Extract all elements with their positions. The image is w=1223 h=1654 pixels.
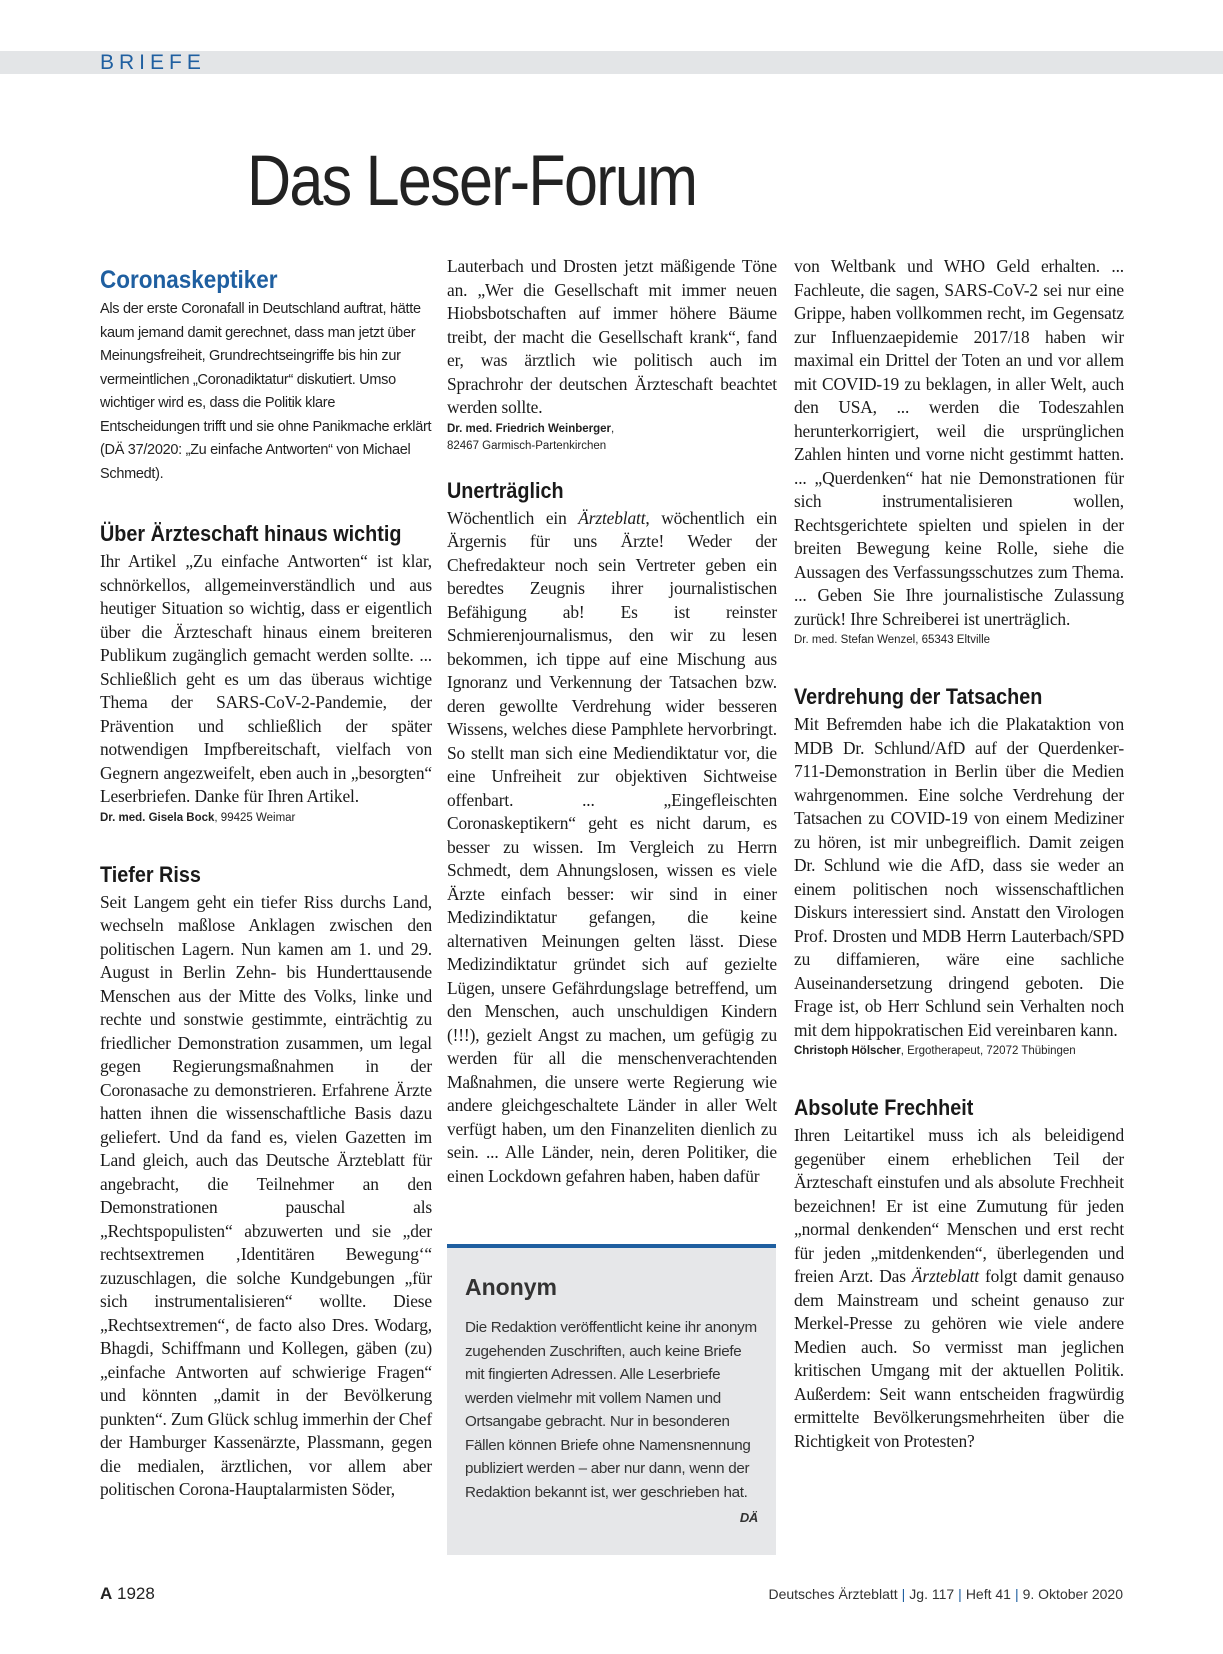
page-prefix: A <box>100 1584 113 1603</box>
page-number-value: 1928 <box>117 1584 155 1603</box>
letter-text: folgt damit genauso dem Mainstream und scheint genauso zur Merkel-Presse zu gehören wie viele andere Medien auch. So vermisst man jeglichen kritischen Umgang mit der aktuellen Politik. Außerdem: Seit wann entscheiden fragwürdig ermittelte Bevölkerungsmehrheiten über die Richtigkeit von Protesten? <box>794 1266 1124 1451</box>
column-3 <box>794 256 1124 1453</box>
section-label: BRIEFE <box>100 51 206 74</box>
info-box-text <box>465 1316 758 1525</box>
info-box-body: Die Redaktion veröffentlicht keine ihr anonym zugehenden Zuschriften, auch keine Briefe mit fingierten Adressen. Alle Leserbriefe werden vielmehr mit vollem Namen und Ortsangabe gebracht. Nur in besonderen Fällen können Briefe ohne Namensnennung publiziert werden – aber nur dann, wenn der Redaktion bekannt ist, wer geschrieben hat. <box>465 1319 757 1501</box>
letter-signature <box>447 421 777 455</box>
letter-heading: Tiefer Riss <box>100 861 201 887</box>
letter-signature <box>100 810 432 827</box>
letter-heading: Über Ärzteschaft hinaus wichtig <box>100 521 402 546</box>
anonym-info-box <box>447 1244 776 1555</box>
letter-body <box>794 1124 1124 1453</box>
editorial-mark: DÄ <box>739 1510 758 1525</box>
letter-body-continued: von Weltbank und WHO Geld erhalten. ... Fachleute, die sagen, SARS-CoV-2 sei nur eine Grippe, haben vollkommen recht, im Gegensatz zur Influenzaepidemie 2017/18 haben wir maximal ein Drittel der Toten an und vor allem mit COVID-19 zu beklagen, in aller Welt, auch den USA, ... werden die Todeszahlen herunterkorrigiert, weil die ursprünglichen Zahlen hinten und vorne nicht gestimmt hatten. ... „Querdenken“ hat nie Demonstrationen für sich instrumentalisieren wollen, Rechtsgerichtete spielten und spielen in der breiten Bewegung keine Rolle, siehe die Aussagen des Verfassungsschutzes zum Thema. ... Geben Sie Ihre journalistische Zulassung zurück! Ihre Schreiberei ist unerträglich. <box>794 256 1124 629</box>
column-1 <box>100 266 432 1502</box>
info-box-title: Anonym <box>465 1274 557 1300</box>
intro-heading: Coronaskeptiker <box>100 266 278 294</box>
letter-signature: Dr. med. Stefan Wenzel, 65343 Eltville <box>794 634 991 646</box>
letter-body-continued: Lauterbach und Drosten jetzt mäßigende Töne an. „Wer die Gesellschaft mit immer neuen Hiobsbotschaften auf immer höhere Bäume treibt, der macht die Gesellschaft krank“, fand er, was ärztlich wie politisch auch im Sprachrohr der deutschen Ärzteschaft beachtet werden sollte. <box>447 256 777 417</box>
column-2 <box>447 256 778 1188</box>
letter-body: Ihr Artikel „Zu einfache Antworten“ ist klar, schnörkellos, allgemeinverständlich und aus heutiger Situation so wichtig, dass er eigentlich über die Ärzteschaft hinaus einem breiteren Publikum zugänglich gemacht werden sollte. ... Schließlich geht es um das überaus wichtige Thema der SARS-CoV-2-Pandemie, der Prävention und schließlich der später notwendigen Impfbereitschaft, vielfach von Gegnern angezweifelt, eben auch in „besorgten“ Leserbriefen. Danke für Ihren Artikel. <box>100 551 432 806</box>
intro-text: Als der erste Coronafall in Deutschland auftrat, hätte kaum jemand damit gerechnet, dass man jetzt über Meinungsfreiheit, Grundrechtseingriffe bis hin zur vermeintlichen „Coronadiktatur“ diskutiert. Umso wichtiger wird es, dass die Politik klare Entscheidungen trifft und sie ohne Panikmache erklärt (DÄ 37/2020: „Zu einfache Antworten“ von Michael Schmedt). <box>100 301 432 482</box>
signature-location: , 99425 Weimar <box>214 811 296 824</box>
letter-text: Wöchentlich ein <box>447 507 579 528</box>
letter-body: Seit Langem geht ein tiefer Riss durchs Land, wechseln maßlose Anklagen zwischen den politischen Lagern. Nun kamen am 1. und 29. August in Berlin Zehn- bis Hunderttausende Menschen aus der Mitte des Volks, linke und rechte und sonstwie gestimmte, einträchtig zu friedlicher Demonstration zusammen, um legal gegen Regierungsmaßnahmen in der Coronasache zu demonstrieren. Erfahrene Ärzte hatten ihnen die wissenschaftliche Basis dazu geliefert. Und da fand es, vielen Gazetten im Land gleich, auch das Deutsche Ärzteblatt für angebracht, die Teilnehmer an den Demonstrationen pauschal als „Rechtspopulisten“ abzuwerten und sie „der rechtsextremen ‚Identitären Bewegung‘“ zuzuschlagen, die solche Kundgebungen „für sich instrumentalisieren“ wollte. Diese „Rechtsextremen“, de facto also Dres. Wodarg, Bhagdi, Schiffmann und Kollegen, gäben (zu) „einfache Antworten auf schwierige Fragen“ und könnten „damit in der Bevölkerung punkten“. Zum Glück schlug immerhin der Chef der Hamburger Kassenärzte, Plassmann, gegen die medialen, ärztlichen, vor allem aber politischen Corona-Hauptalarmisten Söder, <box>100 891 432 1499</box>
signature-location-line2: 82467 Garmisch-Partenkirchen <box>447 439 607 452</box>
signature-name: Christoph Hölscher <box>794 1045 901 1057</box>
page-number <box>100 1584 155 1604</box>
letter-text: , wöchentlich ein Ärgernis für uns Ärzte! Weder der Chefredakteur noch sein Vertreter geben ein beredtes Zeugnis ihrer journalistischen Befähigung ab! Es ist reinster Schmierenjournalismus, den wir zu lesen bekommen, ich tippe auf eine Mischung aus Ignoranz und Verkennung der Tatsachen bzw. deren gewollte Verdrehung wider besseren Wissens, welches diese Pamphlete hervorbringt. So stellt man sich eine Mediendiktatur vor, die eine Unfreiheit zur objektiven Sichtweise offenbart. ... „Eingefleischten Coronaskeptikern“ geht es nicht darum, es besser zu wissen. Im Vergleich zu Herrn Schmedt, dem Ahnungslosen, wissen es viele Ärzte einfach besser: wir sind in einer Medizindiktatur gefangen, die keine alternativen Meinungen gelten lässt. Diese Medizindiktatur gründet sich auf gezielte Lügen, unsere Gefährdungslage betreffend, um den Menschen, auch unschuldigen Kindern (!!!), gezielt Angst zu machen, um gefügig zu werden für all die menschenverachtenden Maßnahmen, die unsere werte Regierung wie andere gleichgeschaltete Länder in aller Welt verfügt haben, um den Finanzeliten dienlich zu sein. ... Alle Länder, nein, deren Politiker, die einen Lockdown gefahren haben, haben dafür <box>447 507 778 1186</box>
letter-body <box>447 507 777 1189</box>
letter-heading: Absolute Frechheit <box>794 1095 974 1120</box>
signature-name: Dr. med. Friedrich Weinberger <box>447 422 612 435</box>
magazine-name: Ärzteblatt <box>578 507 646 528</box>
signature-name: Dr. med. Gisela Bock <box>100 811 215 824</box>
journal-issue: Heft 41 <box>965 1586 1011 1602</box>
journal-volume: Jg. 117 <box>909 1586 955 1602</box>
letter-heading: Verdrehung der Tatsachen <box>794 684 1043 709</box>
letter-text: Ihren Leitartikel muss ich als beleidigend gegenüber einem erheblichen Teil der Ärzteschaft einstufen und als absolute Frechheit bezeichnen! Er ist eine Zumutung für jeden „normal denkenden“ Menschen und erst recht für jeden „mitdenkenden“, überlegenden und freien Arzt. Das <box>794 1125 1124 1286</box>
journal-name: Deutsches Ärzteblatt <box>768 1586 898 1602</box>
letter-heading: Unerträglich <box>447 477 564 503</box>
journal-info: Deutsches Ärzteblatt | Jg. 117 | Heft 41 | 9. Oktober 2020 <box>768 1586 1123 1602</box>
letter-signature <box>794 1043 1124 1060</box>
signature-location: , Ergotherapeut, 72072 Thübingen <box>900 1045 1076 1057</box>
magazine-name: Ärzteblatt <box>911 1266 979 1286</box>
signature-location: , <box>611 422 615 435</box>
letter-body: Mit Befremden habe ich die Plakataktion von MDB Dr. Schlund/AfD auf der Querdenker-711-Demonstration in Berlin über die Medien wahrgenommen. Eine solche Verdrehung der Tatsachen zu COVID-19 von einem Mediziner zu hören, ist mir unbegreiflich. Damit zeigen Dr. Schlund wie die AfD, dass sie weder an einem politischen noch wissenschaftlichen Diskurs interessiert sind. Anstatt den Virologen Prof. Drosten und MDB Herrn Lauterbach/SPD zu diffamieren, wäre eine sachliche Auseinandersetzung dringend geboten. Die Frage ist, ob Herr Schlund sein Verhalten noch mit dem hippokratischen Eid vereinbaren kann. <box>794 714 1124 1040</box>
page-title: Das Leser-Forum <box>247 142 697 221</box>
journal-date: 9. Oktober 2020 <box>1022 1586 1123 1602</box>
